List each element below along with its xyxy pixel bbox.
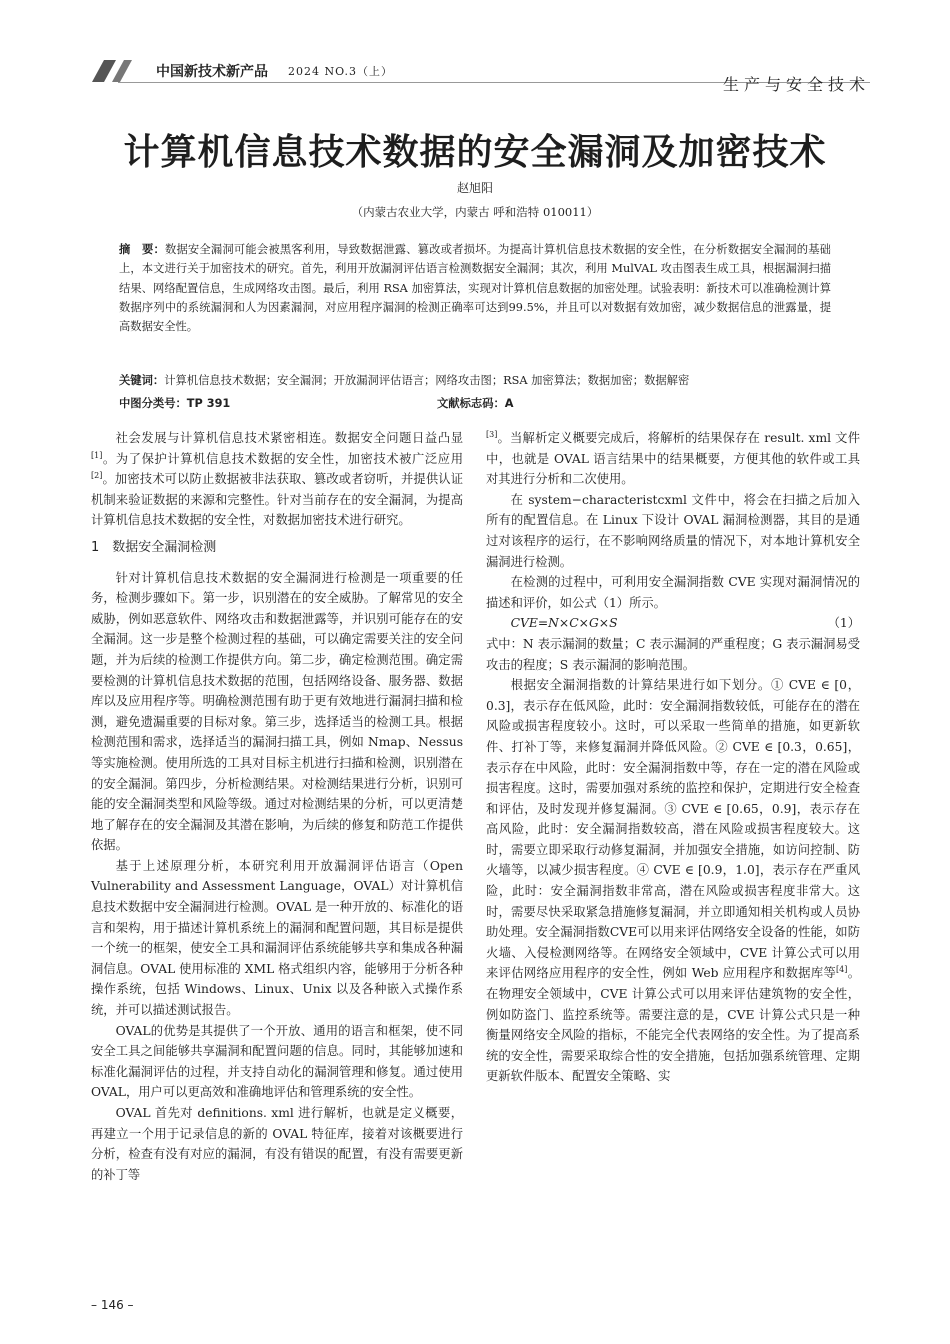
- intro-text-3: 。加密技术可以防止数据被非法获取、篡改或者窃听，并提供认证机制来验证数据的来源和完整性。针对当前存在的安全漏洞，为提高计算机信息技术数据的安全性，对数据加密技术进行研究。: [91, 472, 463, 528]
- section-label: 生产与安全技术: [722, 75, 870, 94]
- article-title: 计算机信息技术数据的安全漏洞及加密技术: [123, 132, 827, 173]
- oval-definitions-continued: [486, 428, 860, 490]
- citation-1: [1]: [91, 450, 103, 460]
- running-header: [92, 58, 870, 102]
- abstract-label: 摘 要：: [119, 243, 165, 256]
- risk-levels-text: 根据安全漏洞指数的计算结果进行如下划分。① CVE ∈ [0，0.3]，表示存在低风险，此时：安全漏洞指数较低，可能存在的潜在风险或损害程度较小。这时，可以采取一些简单的措施，如更新软件、打补丁等，来修复漏洞并降低风险。② CVE ∈ [0.3，0.65]，表示存在中风险，此时：安全漏洞指数中等，存在一定的潜在风险或损害程度。这时，需要加强对系统的监控和保护，定期进行安全检查和评估，及时发现并修复漏洞。③ CVE ∈ [0.65，0.9]，表示存在高风险，此时：安全漏洞指数较高，潜在风险或损害程度较大。这时，需要立即采取行动修复漏洞，并加强安全措施，如访问控制、防火墙等，以减少损害程度。④ CVE ∈ [0.9，1.0]，表示存在严重风险，此时：安全漏洞指数非常高，潜在风险或损害程度非常大。这时，需要尽快采取紧急措施修复漏洞，并立即通知相关机构或人员协助处理。安全漏洞指数CVE可以用来评估网络安全设备的性能，如防火墙、入侵检测网络等。在网络安全领域中，CVE 计算公式可以用来评估网络应用程序的安全性，例如 Web 应用程序和数据库等: [486, 678, 860, 981]
- document-code: [437, 395, 514, 411]
- system-characteristics-paragraph: 在 system−characteristcxml 文件中，将会在扫描之后加入所有的配置信息。在 Linux 下设计 OVAL 漏洞检测器，其目的是通过对该程序的运行，在不影响网络质量的情况下，对本地计算机安全漏洞进行检测。: [486, 492, 860, 569]
- journal-logo-icon: [92, 58, 142, 84]
- keywords-text: 计算机信息技术数据；安全漏洞；开放漏洞评估语言；网络攻击图；RSA 加密算法；数据加密；数据解密: [164, 374, 690, 387]
- formula-number: （1）: [827, 616, 860, 631]
- keywords: [119, 372, 831, 388]
- risk-levels-text-2: 。在物理安全领域中，CVE 计算公式可以用来评估建筑物的安全性，例如防盗门、监控系统等。需要注意的是，CVE 计算公式只是一种衡量网络安全风险的指标，不能完全代表网络的安全性。为了提高系统的安全性，需要采取综合性的安全措施，包括加强系统管理、定期更新软件版本、配置安全策略、实: [486, 966, 860, 1084]
- risk-levels-paragraph: [486, 675, 860, 1087]
- oval-advantage-paragraph: OVAL的优势是其提供了一个开放、通用的语言和框架，使不同安全工具之间能够共享漏洞和配置问题的信息。同时，其能够加速和标准化漏洞评估的过程，并支持自动化的漏洞管理和修复。通过使用 OVAL，用户可以更高效和准确地评估和管理系统的安全性。: [91, 1023, 463, 1100]
- formula-1: [486, 613, 860, 634]
- author-affiliation: （内蒙古农业大学，内蒙古 呼和浩特 010011）: [351, 205, 599, 219]
- intro-text-2: 。为了保护计算机信息技术数据的安全性，加密技术被广泛应用: [102, 451, 463, 466]
- formula-description: 式中：N 表示漏洞的数量；C 表示漏洞的严重程度；G 表示漏洞易受攻击的程度；S 表示漏洞的影响范围。: [486, 636, 860, 672]
- classification-label: 中图分类号：: [119, 397, 187, 410]
- intro-text-1: 社会发展与计算机信息技术紧密相连。数据安全问题日益凸显: [115, 431, 463, 445]
- intro-paragraph: [91, 428, 463, 531]
- citation-4: [4]: [836, 965, 848, 975]
- classification-number: [119, 395, 230, 411]
- document-code-label: 文献标志码：: [437, 397, 505, 410]
- abstract-text: 数据安全漏洞可能会被黑客利用，导致数据泄露、篡改或者损坏。为提高计算机信息技术数据的安全性，在分析数据安全漏洞的基础上，本文进行关于加密技术的研究。首先，利用开放漏洞评估语言检测数据安全漏洞；其次，利用 MulVAL 攻击图表生成工具，根据漏洞扫描结果、网络配置信息，生成网络攻击图。最后，利用 RSA 加密算法，实现对计算机信息数据的加密处理。试验表明：新技术可以准确检测计算数据序列中的系统漏洞和人为因素漏洞，对应用程序漏洞的检测正确率可达到99.5%，并且可以对数据有效加密，减少数据信息的泄露量，提高数据安全性。: [119, 243, 831, 334]
- detection-steps-paragraph: 针对计算机信息技术数据的安全漏洞进行检测是一项重要的任务，检测步骤如下。第一步，识别潜在的安全威胁。了解常见的安全威胁，例如恶意软件、网络攻击和数据泄露等，并识别可能存在的安全漏洞。这一步是整个检测过程的基础，可以确定需要关注的安全问题，并为后续的检测工作提供方向。第二步，确定检测范围。确定需要检测的计算机信息技术数据的范围，包括网络设备、服务器、数据库以及应用程序等。明确检测范围有助于更有效地进行漏洞扫描和检测，避免遗漏重要的目标对象。第三步，选择适当的检测工具。根据检测范围和需求，选择适当的漏洞扫描工具，例如 Nmap、Nessus 等实施检测。使用所选的工具对目标主机进行扫描和检测，识别潜在的安全漏洞。第四步，分析检测结果。对检测结果进行分析，识别可能的安全漏洞类型和风险等级。通过对检测结果的分析，可以更清楚地了解存在的安全漏洞及其潜在影响，为后续的修复和防范工作提供依据。: [91, 570, 463, 853]
- citation-3: [3]: [486, 429, 498, 439]
- classification-value: TP 391: [186, 397, 231, 410]
- section-1-heading: 1 数据安全漏洞检测: [91, 539, 217, 555]
- keywords-label: 关键词：: [119, 374, 165, 387]
- journal-name: 中国新技术新产品: [156, 64, 268, 80]
- formula-expression: CVE=N×C×G×S: [510, 616, 618, 631]
- article-author: 赵旭阳: [456, 181, 493, 195]
- cve-intro-paragraph: 在检测的过程中，可利用安全漏洞指数 CVE 实现对漏洞情况的描述和评价，如公式（1）所示。: [486, 575, 860, 610]
- citation-2: [2]: [91, 471, 103, 481]
- journal-issue: 2024 NO.3（上）: [288, 65, 393, 78]
- abstract: [119, 240, 831, 336]
- right-column: [486, 428, 860, 1087]
- document-code-value: A: [504, 397, 514, 410]
- oval-definitions-paragraph: OVAL 首先对 definitions. xml 进行解析，也就是定义概要，再建立一个用于记录信息的新的 OVAL 特征库，接着对该概要进行分析，检查有没有对应的漏洞，有没有错误的配置，有没有需要更新的补丁等: [91, 1106, 463, 1182]
- oval-paragraph: 基于上述原理分析，本研究利用开放漏洞评估语言（Open Vulnerability and Assessment Language，OVAL）对计算机信息技术数据中安全漏洞进行检测。OVAL 是一种开放的、标准化的语言和架构，用于描述计算机系统上的漏洞和配置问题，其目标是提供一个统一的框架，使安全工具和漏洞评估系统能够共享和集成各种漏洞信息。OVAL 使用标准的 XML 格式组织内容，能够用于分析各种操作系统，包括 Windows、Linux、Unix 以及各种嵌入式操作系统，并可以描述测试报告。: [91, 858, 463, 1018]
- definitions-text: 。当解析定义概要完成后，将解析的结果保存在 result. xml 文件中，也就是 OVAL 语言结果中的结果概要，方便其他的软件或工具对其进行分析和二次使用。: [486, 431, 860, 487]
- page-number: – 146 –: [91, 1298, 134, 1312]
- left-column: [91, 428, 463, 1185]
